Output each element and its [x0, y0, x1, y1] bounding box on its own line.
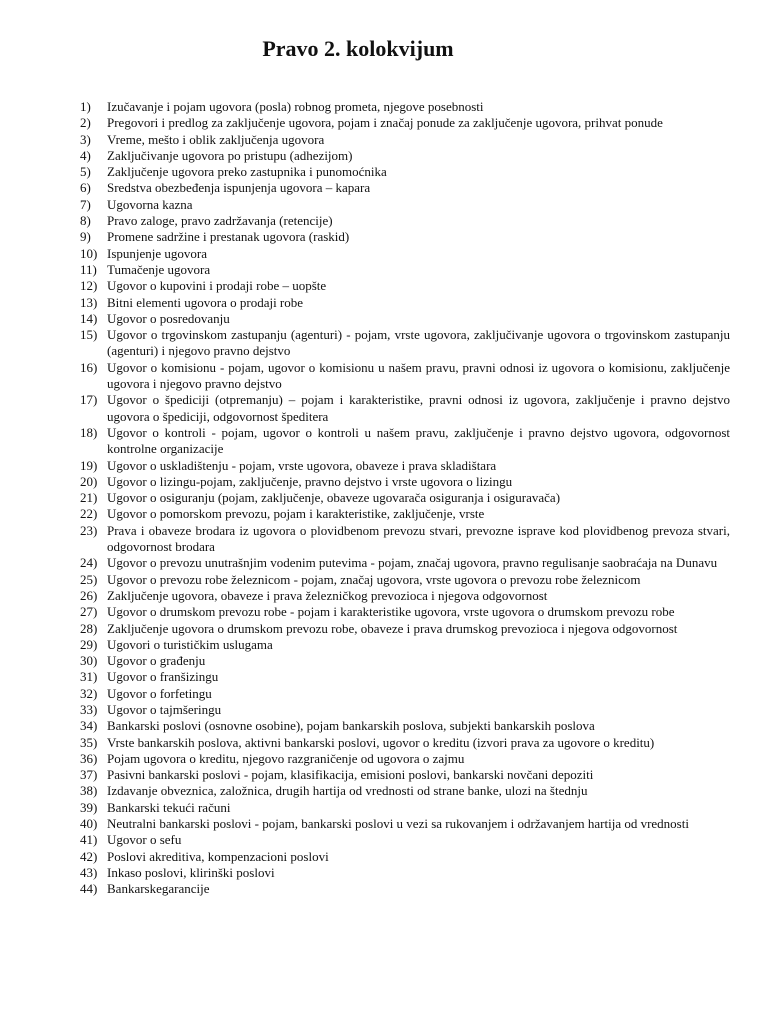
list-item: [80, 180, 730, 196]
list-item-text: Ugovorna kazna: [107, 196, 193, 212]
list-item-number: 41): [80, 832, 98, 848]
list-item-number: 6): [80, 180, 91, 196]
list-item: [80, 115, 730, 131]
list-item-number: 10): [80, 245, 98, 261]
list-item-text: Vrste bankarskih poslova, aktivni bankarski poslovi, ugovor o kreditu (izvori prava za ugovore o kreditu): [107, 734, 655, 750]
list-item: [80, 474, 730, 490]
list-item: [80, 490, 730, 506]
list-item-text: Zaključenje ugovora o drumskom prevozu robe, obaveze i prava drumskog prevozioca i njegova odgovornost: [107, 620, 678, 636]
list-item-text: Ugovor o građenju: [107, 653, 206, 669]
list-item: [80, 783, 730, 799]
list-item-text: Zaključivanje ugovora po pristupu (adhezijom): [107, 147, 353, 163]
list-item-number: 3): [80, 131, 91, 147]
list-item-number: 39): [80, 799, 98, 815]
list-item: [80, 246, 730, 262]
list-item: [80, 767, 730, 783]
list-item-number: 21): [80, 490, 98, 506]
list-item-text: Ugovor o osiguranju (pojam, zaključenje, obaveze ugovarača osiguranja i osiguravača): [107, 490, 561, 506]
list-item: [80, 718, 730, 734]
list-item-text: Ugovor o kupovini i prodaji robe – uopšte: [107, 278, 327, 294]
list-item-text: Bankarskegarancije: [107, 881, 210, 897]
list-item-text: Ugovor o uskladištenju - pojam, vrste ugovora, obaveze i prava skladištara: [107, 457, 497, 473]
list-item-number: 40): [80, 816, 98, 832]
list-item: [80, 588, 730, 604]
list-item-text: Ugovori o turističkim uslugama: [107, 636, 273, 652]
list-item-text: Zaključenje ugovora preko zastupnika i punomoćnika: [107, 164, 387, 180]
list-item-number: 19): [80, 457, 98, 473]
list-item: [80, 523, 730, 556]
list-item-number: 23): [80, 522, 98, 538]
topic-list: [80, 99, 730, 898]
list-item-text: Izdavanje obveznica, založnica, drugih hartija od vrednosti od strane banke, ulozi na štednju: [107, 783, 588, 799]
list-item: [80, 621, 730, 637]
list-item-number: 27): [80, 604, 98, 620]
list-item-number: 42): [80, 848, 98, 864]
list-item-text: Bankarski poslovi (osnovne osobine), pojam bankarskih poslova, subjekti bankarskih poslova: [107, 718, 595, 734]
list-item-number: 12): [80, 278, 98, 294]
list-item-text: Tumačenje ugovora: [107, 261, 211, 277]
list-item: [80, 751, 730, 767]
list-item: [80, 881, 730, 897]
list-item-number: 11): [80, 261, 97, 277]
list-item: [80, 816, 730, 832]
list-item: [80, 572, 730, 588]
list-item-text: Ugovor o prevozu unutrašnjim vodenim putevima - pojam, značaj ugovora, pravno regulisanje saobraćaja na Dunavu: [107, 555, 718, 571]
list-item-text: Sredstva obezbeđenja ispunjenja ugovora – kapara: [107, 180, 371, 196]
list-item-text: Poslovi akreditiva, kompenzacioni poslovi: [107, 848, 329, 864]
list-item-number: 30): [80, 653, 98, 669]
list-item: [80, 392, 730, 425]
list-item: [80, 278, 730, 294]
list-item: [80, 800, 730, 816]
list-item-text: Prava i obaveze brodara iz ugovora o plovidbenom prevozu stvari, prevozne isprave kod plovidbenog prevoza stvari, odgovornost brodara: [107, 522, 730, 555]
list-item-number: 15): [80, 327, 98, 343]
list-item: [80, 327, 730, 360]
list-item: [80, 197, 730, 213]
list-item: [80, 604, 730, 620]
list-item: [80, 360, 730, 393]
list-item: [80, 99, 730, 115]
list-item: [80, 686, 730, 702]
list-item: [80, 132, 730, 148]
list-item-number: 5): [80, 164, 91, 180]
list-item: [80, 506, 730, 522]
list-item: [80, 164, 730, 180]
list-item-number: 26): [80, 587, 98, 603]
list-item-text: Zaključenje ugovora, obaveze i prava železničkog prevozioca i njegova odgovornost: [107, 587, 548, 603]
list-item-number: 22): [80, 506, 98, 522]
list-item-text: Promene sadržine i prestanak ugovora (raskid): [107, 229, 350, 245]
list-item-number: 14): [80, 310, 98, 326]
list-item-text: Pojam ugovora o kreditu, njegovo razgraničenje od ugovora o zajmu: [107, 750, 465, 766]
list-item: [80, 653, 730, 669]
list-item-number: 2): [80, 115, 91, 131]
list-item: [80, 229, 730, 245]
list-item-number: 16): [80, 359, 98, 375]
list-item-number: 7): [80, 196, 91, 212]
list-item-text: Ugovor o sefu: [107, 832, 182, 848]
list-item-number: 34): [80, 718, 98, 734]
list-item: [80, 702, 730, 718]
list-item: [80, 425, 730, 458]
list-item-text: Ugovor o lizingu-pojam, zaključenje, pravno dejstvo i vrste ugovora o lizingu: [107, 473, 513, 489]
list-item-number: 44): [80, 881, 98, 897]
list-item-number: 18): [80, 424, 98, 440]
list-item: [80, 555, 730, 571]
list-item-number: 43): [80, 864, 98, 880]
list-item-text: Ugovor o tajmšeringu: [107, 701, 222, 717]
list-item-number: 29): [80, 636, 98, 652]
list-item-text: Ugovor o drumskom prevozu robe - pojam i karakteristike ugovora, vrste ugovora o drumskom prevozu robe: [107, 604, 675, 620]
list-item-number: 35): [80, 734, 98, 750]
list-item-number: 20): [80, 473, 98, 489]
list-item-number: 37): [80, 767, 98, 783]
list-item: [80, 311, 730, 327]
list-item: [80, 832, 730, 848]
list-item-number: 28): [80, 620, 98, 636]
list-item-text: Ugovor o posredovanju: [107, 310, 230, 326]
list-item-number: 13): [80, 294, 98, 310]
list-item-text: Izučavanje i pojam ugovora (posla) robnog prometa, njegove posebnosti: [107, 99, 484, 114]
list-item: [80, 865, 730, 881]
list-item-number: 32): [80, 685, 98, 701]
list-item-number: 25): [80, 571, 98, 587]
list-item-number: 9): [80, 229, 91, 245]
list-item-number: 8): [80, 213, 91, 229]
list-item: [80, 637, 730, 653]
list-item-text: Pravo zaloge, pravo zadržavanja (retencije): [107, 213, 333, 229]
list-item-text: Inkaso poslovi, klirinški poslovi: [107, 864, 275, 880]
list-item-text: Pregovori i predlog za zaključenje ugovora, pojam i značaj ponude za zaključenje ugovora, prihvat ponude: [107, 115, 663, 131]
list-item-number: 31): [80, 669, 98, 685]
list-item-number: 36): [80, 750, 98, 766]
list-item-text: Bankarski tekući računi: [107, 799, 231, 815]
page-title: Pravo 2. kolokvijum: [262, 36, 454, 61]
list-item-text: Vreme, mešto i oblik zaključenja ugovora: [107, 131, 325, 147]
list-item-number: 38): [80, 783, 98, 799]
list-item: [80, 669, 730, 685]
list-item-number: 17): [80, 392, 98, 408]
list-item-text: Neutralni bankarski poslovi - pojam, bankarski poslovi u vezi sa rukovanjem i održavanjem hartija od vrednosti: [107, 816, 689, 832]
list-item: [80, 213, 730, 229]
list-item-number: 1): [80, 99, 91, 114]
list-item-text: Ugovor o kontroli - pojam, ugovor o kontroli u našem pravu, zaključenje i pravno dejstvo ugovora, odgovornost kontrolne organizacije: [107, 424, 730, 457]
list-item-text: Pasivni bankarski poslovi - pojam, klasifikacija, emisioni poslovi, bankarski novčani depoziti: [107, 767, 594, 783]
list-item-text: Ugovor o trgovinskom zastupanju (agenturi) - pojam, vrste ugovora, zaključivanje ugovora o trgovinskom zastupanju (agenturi) i njegovo pravno dejstvo: [107, 327, 730, 359]
list-item-text: Ugovor o komisionu - pojam, ugovor o komisionu u našem pravu, pravni odnosi iz ugovora o komisionu, zaključenje ugovora i njegovo pravno dejstvo: [107, 359, 730, 392]
list-item-text: Ugovor o prevozu robe železnicom - pojam, značaj ugovora, vrste ugovora o prevozu robe železnicom: [107, 571, 641, 587]
list-item: [80, 295, 730, 311]
list-item: [80, 458, 730, 474]
list-item-number: 33): [80, 701, 98, 717]
list-item-text: Bitni elementi ugovora o prodaji robe: [107, 294, 304, 310]
list-item-text: Ugovor o forfetingu: [107, 685, 212, 701]
list-item: [80, 849, 730, 865]
list-item-number: 4): [80, 147, 91, 163]
list-item-text: Ugovor o špediciji (otpremanju) – pojam i karakteristike, pravni odnosi iz ugovora, zaključenje i pravno dejstvo ugovora o špediciji, odgovornost špeditera: [107, 392, 730, 424]
list-item-text: Ispunjenje ugovora: [107, 245, 208, 261]
list-item-text: Ugovor o pomorskom prevozu, pojam i karakteristike, zaključenje, vrste: [107, 506, 485, 522]
list-item: [80, 262, 730, 278]
list-item: [80, 735, 730, 751]
list-item-text: Ugovor o franšizingu: [107, 669, 219, 685]
list-item-number: 24): [80, 555, 98, 571]
list-item: [80, 148, 730, 164]
